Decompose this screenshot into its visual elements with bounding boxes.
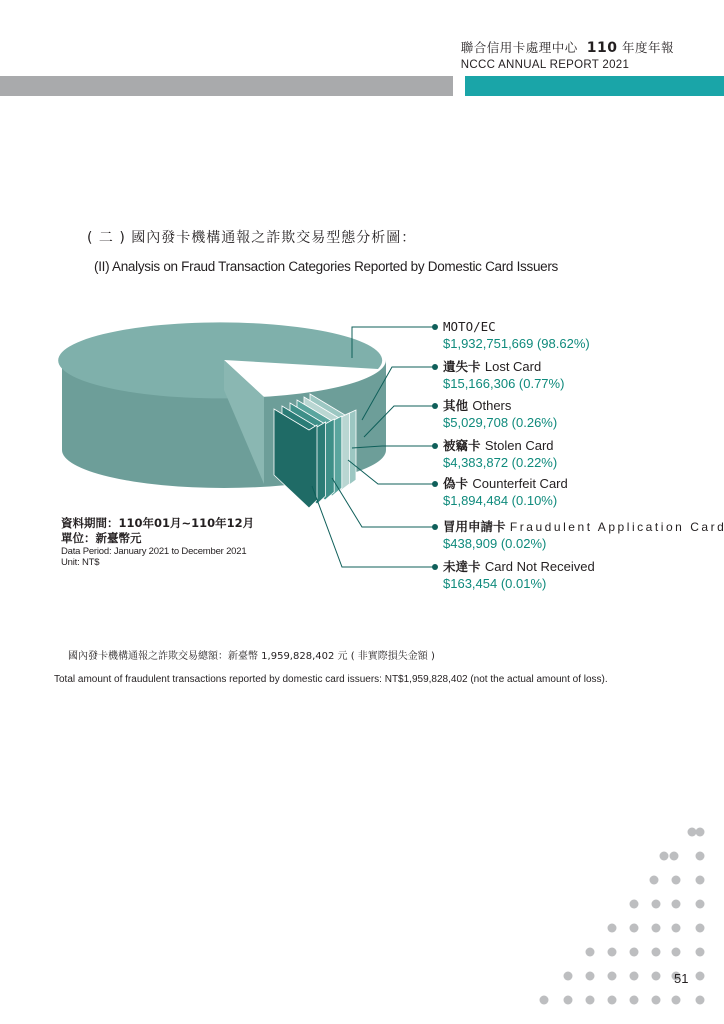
pie-slice-moto-ec bbox=[58, 322, 382, 398]
unit-zh: 單位：新臺幣元 bbox=[61, 531, 142, 545]
decorative-dot bbox=[696, 948, 705, 957]
period-zh: 資料期間：110年01月~110年12月 bbox=[61, 516, 255, 530]
legend-label-lost-card: 遺失卡 Lost Card bbox=[443, 359, 542, 374]
total-amount-note bbox=[54, 647, 638, 691]
data-period-note bbox=[61, 516, 254, 568]
decorative-dot bbox=[608, 948, 617, 957]
decorative-dot bbox=[652, 972, 661, 981]
section-title-zh: ( 二 ) 國內發卡機構通報之詐欺交易型態分析圖： bbox=[87, 230, 417, 246]
decorative-dot bbox=[696, 828, 705, 837]
decorative-dot bbox=[652, 996, 661, 1005]
legend-label-card-not-received: 未達卡 Card Not Received bbox=[443, 559, 595, 574]
decorative-dot bbox=[540, 996, 549, 1005]
decorative-dot bbox=[672, 924, 681, 933]
decorative-dot bbox=[688, 828, 697, 837]
report-title-zh: 聯合信用卡處理中心 110 年度年報 bbox=[460, 40, 674, 56]
decorative-dot bbox=[586, 996, 595, 1005]
decorative-dot bbox=[586, 948, 595, 957]
section-title-en: (II) Analysis on Fraud Transaction Categories Reported by Domestic Card Issuers bbox=[94, 259, 559, 274]
report-year: 110 bbox=[586, 40, 618, 56]
decorative-dot bbox=[652, 900, 661, 909]
period-en: Data Period: January 2021 to December 2021 bbox=[61, 546, 247, 557]
legend-value-lost-card: $15,166,306 (0.77%) bbox=[443, 376, 565, 391]
page-number: 51 bbox=[674, 971, 689, 986]
legend-label-moto-ec: MOTO/EC bbox=[443, 319, 496, 334]
legend-value-moto-ec: $1,932,751,669 (98.62%) bbox=[443, 336, 590, 351]
decorative-dot bbox=[672, 876, 681, 885]
decorative-dot bbox=[670, 852, 679, 861]
decorative-dot bbox=[696, 996, 705, 1005]
leader-dot-lost-card bbox=[432, 364, 438, 370]
decorative-dot bbox=[696, 876, 705, 885]
legend-label-stolen-card: 被竊卡 Stolen Card bbox=[443, 438, 554, 453]
decorative-dot bbox=[630, 948, 639, 957]
leader-dot-fraudulent-application-card bbox=[432, 524, 438, 530]
total-zh: 國內發卡機構通報之詐欺交易總額：新臺幣 1,959,828,402 元 ( 非實際損失金額 ) bbox=[68, 651, 435, 662]
legend-value-card-not-received: $163,454 (0.01%) bbox=[443, 576, 547, 591]
leader-dot-counterfeit-card bbox=[432, 481, 438, 487]
header-band-gray bbox=[0, 76, 453, 96]
decorative-dot bbox=[586, 972, 595, 981]
header-band-teal bbox=[465, 76, 724, 96]
decorative-dot bbox=[672, 900, 681, 909]
leader-dot-card-not-received bbox=[432, 564, 438, 570]
unit-en: Unit: NT$ bbox=[61, 557, 100, 568]
decorative-dot bbox=[630, 996, 639, 1005]
decorative-dot bbox=[608, 924, 617, 933]
decorative-dot bbox=[650, 876, 659, 885]
legend-label-fraudulent-application-card: 冒用申請卡 Fraudulent Application Card bbox=[443, 519, 724, 534]
decorative-dot bbox=[564, 996, 573, 1005]
legend-label-others: 其他 Others bbox=[443, 398, 512, 413]
decorative-dot bbox=[696, 900, 705, 909]
decorative-dot bbox=[564, 972, 573, 981]
decorative-dot bbox=[630, 900, 639, 909]
decorative-dot bbox=[652, 924, 661, 933]
report-title-en: NCCC ANNUAL REPORT 2021 bbox=[460, 59, 630, 71]
legend-value-others: $5,029,708 (0.26%) bbox=[443, 415, 558, 430]
legend-label-counterfeit-card: 偽卡 Counterfeit Card bbox=[443, 476, 568, 491]
leader-dot-moto-ec bbox=[432, 324, 438, 330]
decorative-dot bbox=[630, 924, 639, 933]
total-en: Total amount of fraudulent transactions reported by domestic card issuers: NT$1,959,828,402 (not the actual amount of loss). bbox=[54, 674, 608, 685]
leader-dot-stolen-card bbox=[432, 443, 438, 449]
legend-value-stolen-card: $4,383,872 (0.22%) bbox=[443, 455, 558, 470]
decorative-dot-pattern bbox=[504, 824, 724, 1024]
decorative-dot bbox=[630, 972, 639, 981]
leader-dot-others bbox=[432, 403, 438, 409]
decorative-dot bbox=[660, 852, 669, 861]
decorative-dot bbox=[608, 972, 617, 981]
legend-value-counterfeit-card: $1,894,484 (0.10%) bbox=[443, 493, 558, 508]
decorative-dot bbox=[696, 972, 705, 981]
legend-value-fraudulent-application-card: $438,909 (0.02%) bbox=[443, 536, 547, 551]
decorative-dot bbox=[652, 948, 661, 957]
page-header bbox=[461, 38, 674, 71]
decorative-dot bbox=[672, 996, 681, 1005]
decorative-dot bbox=[696, 924, 705, 933]
decorative-dot bbox=[608, 996, 617, 1005]
decorative-dot bbox=[672, 948, 681, 957]
decorative-dot bbox=[696, 852, 705, 861]
